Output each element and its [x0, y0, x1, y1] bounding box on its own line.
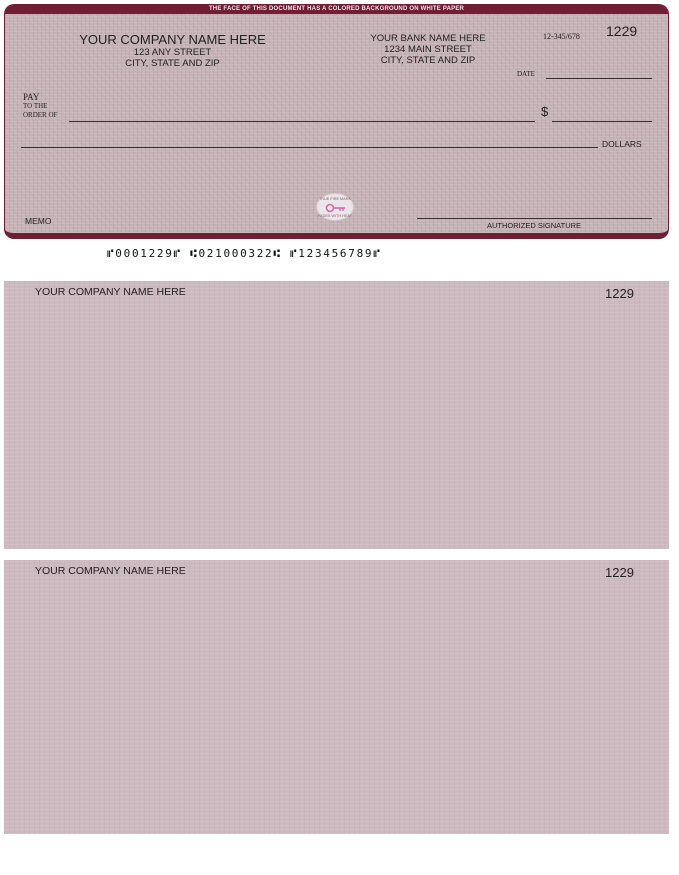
padlock-icon: [434, 233, 442, 239]
stub-check-number: 1229: [605, 286, 634, 301]
bank-name: YOUR BANK NAME HERE: [370, 33, 486, 44]
pay-label: PAY: [23, 92, 40, 102]
date-line[interactable]: [546, 78, 652, 79]
seal-text-bottom: FADES WITH HEAT: [317, 214, 353, 218]
routing-fraction: 12-345/678: [543, 32, 580, 41]
date-label: DATE: [517, 70, 535, 78]
stub-check-number: 1229: [605, 565, 634, 580]
order-of-label: ORDER OF: [23, 111, 58, 119]
voucher-stub: [4, 560, 669, 834]
written-amount-line[interactable]: [21, 147, 598, 148]
bank-street: 1234 MAIN STREET: [384, 44, 472, 55]
security-seal: [316, 193, 354, 221]
micr-line: ⑈0001229⑈ ⑆021000322⑆ ⑈123456789⑈: [107, 247, 382, 260]
padlock-icon: [234, 233, 242, 239]
amount-line[interactable]: [552, 121, 652, 122]
to-the-label: TO THE: [23, 102, 48, 110]
voucher-stub: [4, 281, 669, 549]
dollar-sign: $: [541, 104, 549, 119]
seal-text-top: TRUE FIRE MARK: [318, 197, 352, 201]
authorized-signature-label: AUTHORIZED SIGNATURE: [487, 221, 582, 230]
top-banner: THE FACE OF THIS DOCUMENT HAS A COLORED BACKGROUND ON WHITE PAPER: [5, 5, 668, 14]
key-icon: [325, 203, 347, 213]
company-street: 123 ANY STREET: [133, 47, 212, 58]
security-features-note: SECURITY FEATURES INCLUDED. DETAILS ON BACK.: [265, 235, 420, 239]
check-face: [4, 4, 669, 239]
stub-company-name: YOUR COMPANY NAME HERE: [35, 565, 186, 577]
payee-line[interactable]: [69, 121, 535, 122]
memo-label: MEMO: [25, 216, 52, 226]
stub-company-name: YOUR COMPANY NAME HERE: [35, 286, 186, 298]
check-number: 1229: [606, 23, 638, 39]
bank-city-state-zip: CITY, STATE AND ZIP: [380, 55, 476, 66]
dollars-label: DOLLARS: [602, 139, 642, 149]
signature-line[interactable]: [417, 218, 652, 219]
company-name: YOUR COMPANY NAME HERE: [79, 32, 266, 47]
company-city-state-zip: CITY, STATE AND ZIP: [125, 58, 220, 69]
